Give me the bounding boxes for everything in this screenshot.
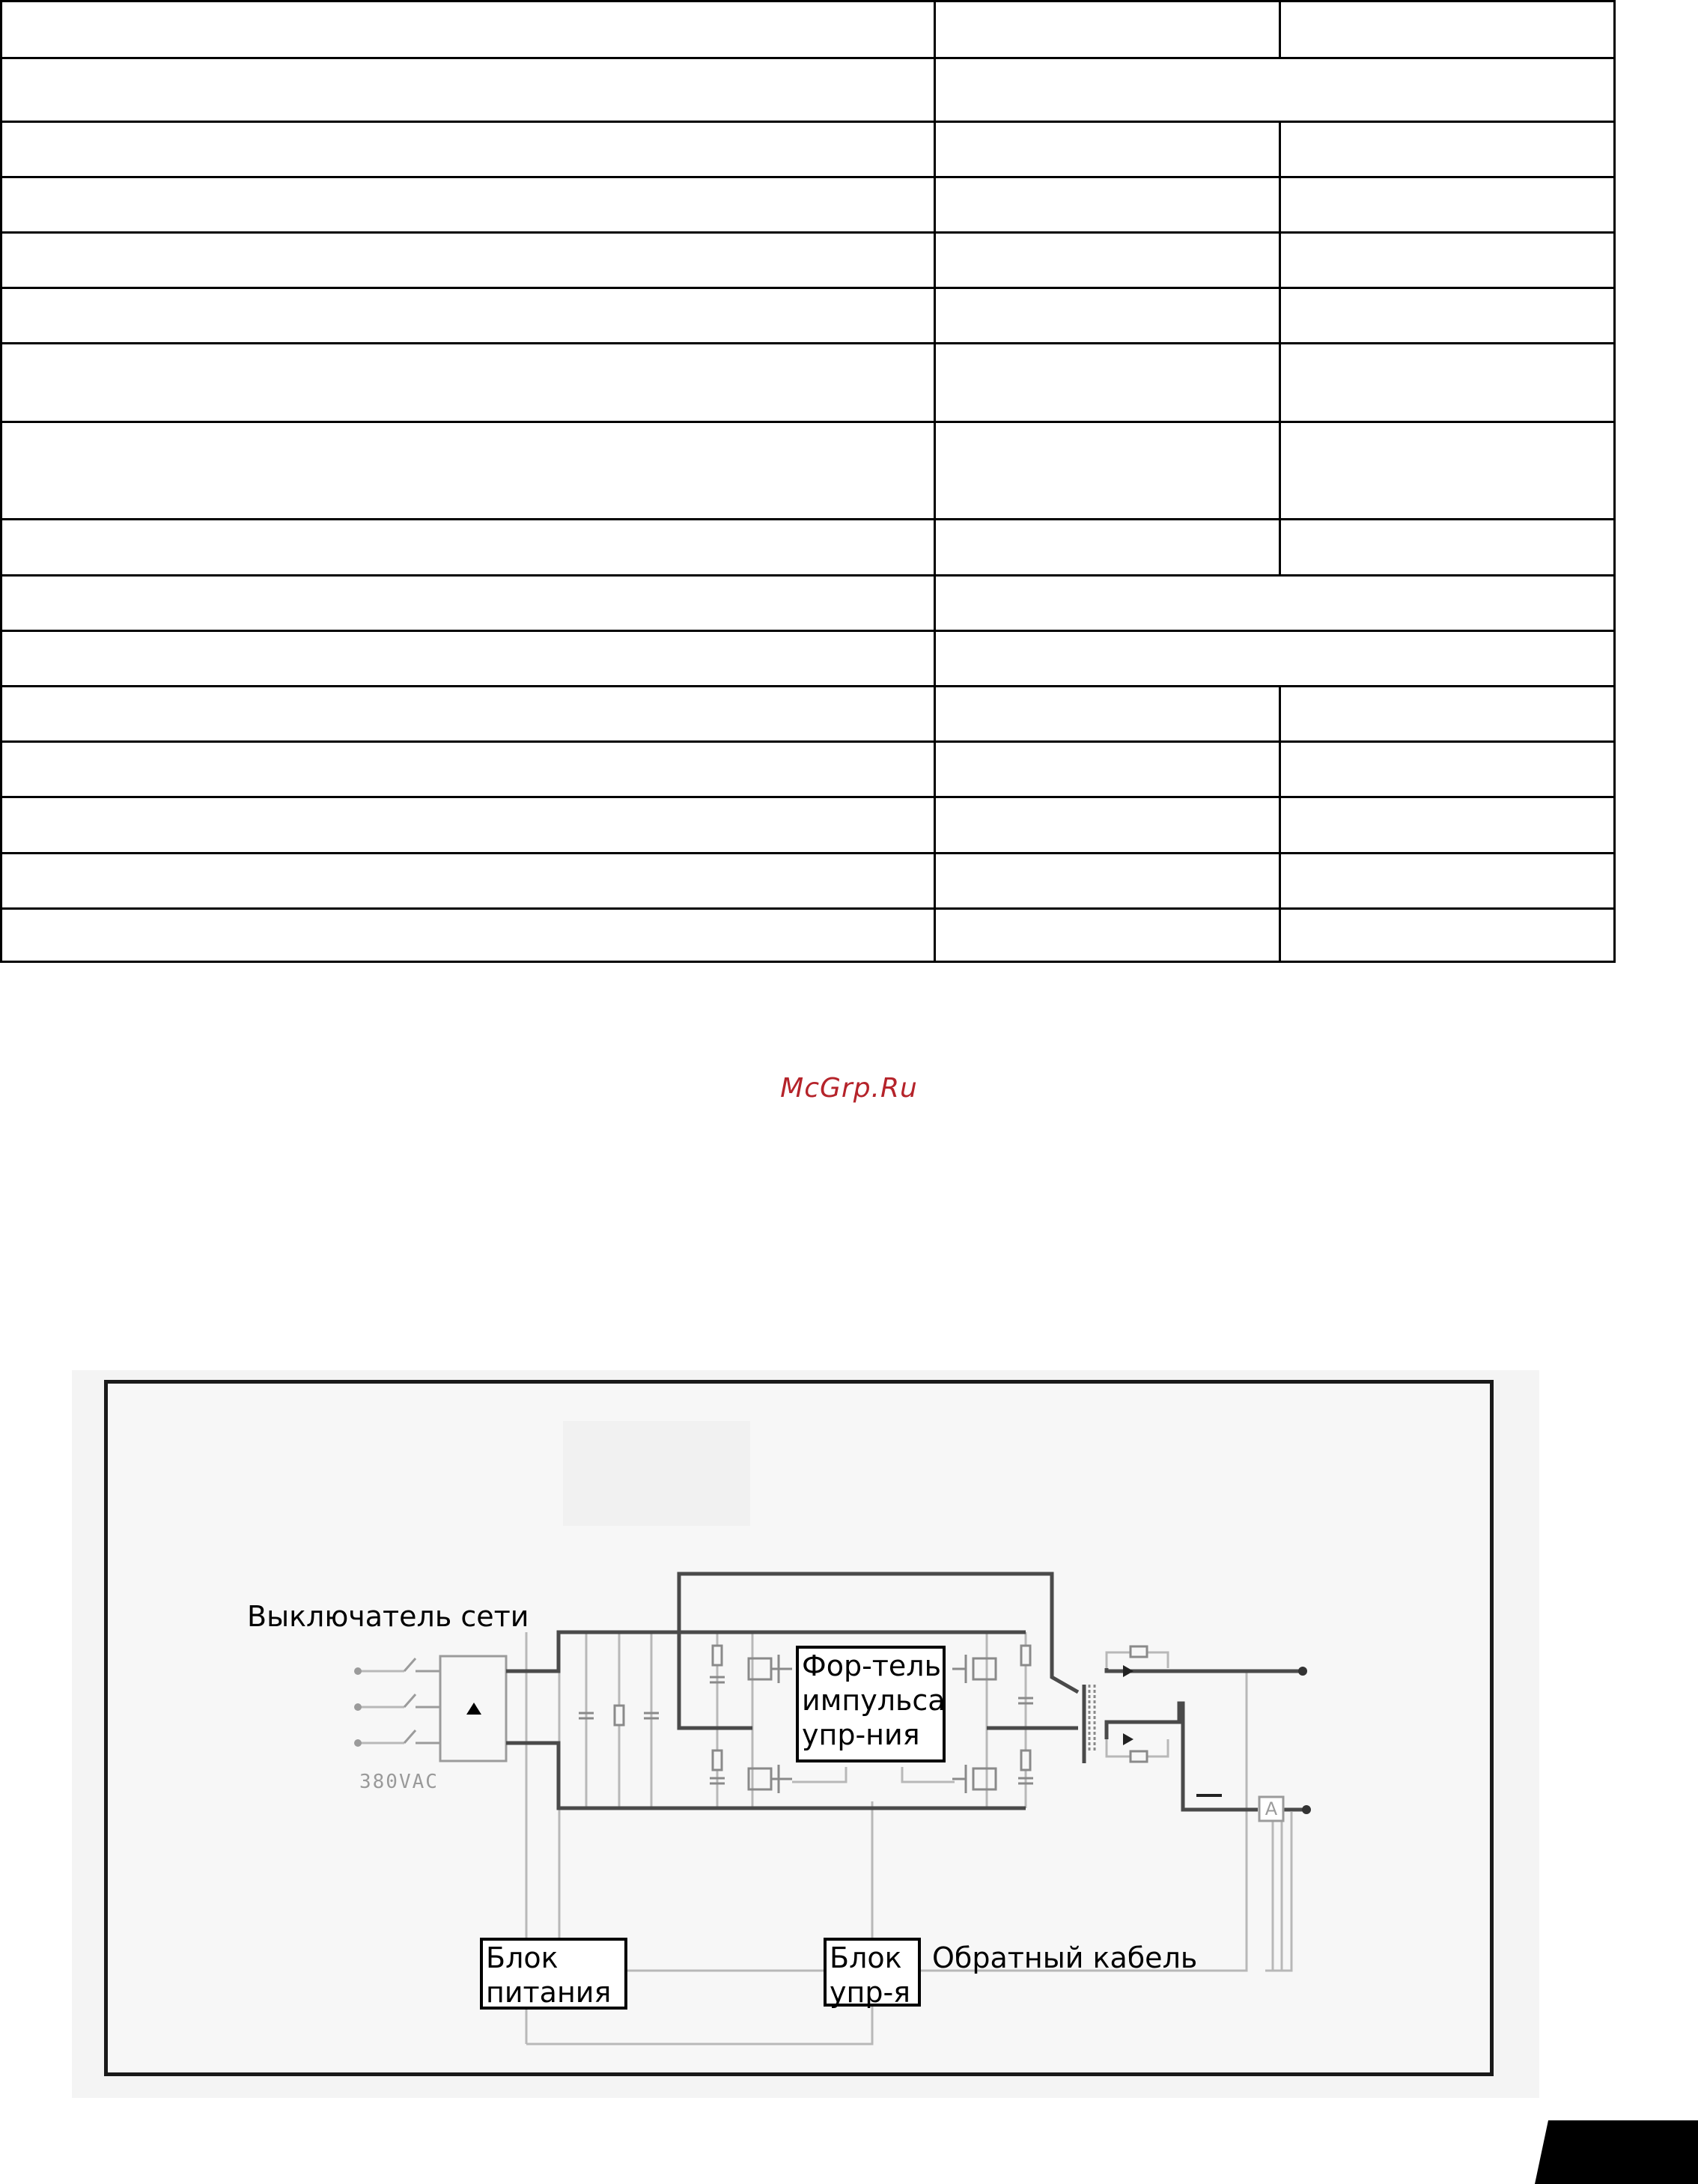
output-diode-icon <box>1123 1665 1133 1677</box>
page-corner-tab <box>1535 2120 1698 2184</box>
output-diode-icon <box>1123 1733 1133 1745</box>
power-supply-block <box>480 1938 627 2010</box>
output-terminal-positive <box>1298 1667 1307 1676</box>
control-block-line: упр-я <box>830 1976 911 2009</box>
pulse-driver-line: Фор-тель <box>802 1649 941 1682</box>
voltage-label: 380VAC <box>359 1771 439 1793</box>
snubber-resistors <box>1131 1646 1147 1762</box>
control-block <box>824 1938 921 2007</box>
transformer-icon <box>1089 1685 1095 1752</box>
mains-switch <box>404 1658 440 1743</box>
pulse-driver-line: упр-ния <box>802 1718 920 1751</box>
pulse-driver-line: импульса <box>802 1684 946 1717</box>
power-block-line: Блок <box>486 1941 559 1974</box>
faded-logo <box>563 1421 750 1526</box>
pulse-driver-block <box>796 1646 946 1762</box>
ammeter-symbol: A <box>1265 1798 1278 1819</box>
watermark: McGrp.Ru <box>780 1073 918 1104</box>
control-block-line: Блок <box>830 1941 902 1974</box>
mains-switch-label: Выключатель сети <box>247 1600 529 1633</box>
return-cable-label: Обратный кабель <box>932 1941 1198 1974</box>
input-terminals <box>354 1667 362 1747</box>
power-block-line: питания <box>486 1976 612 2009</box>
output-terminal-negative <box>1302 1805 1311 1814</box>
